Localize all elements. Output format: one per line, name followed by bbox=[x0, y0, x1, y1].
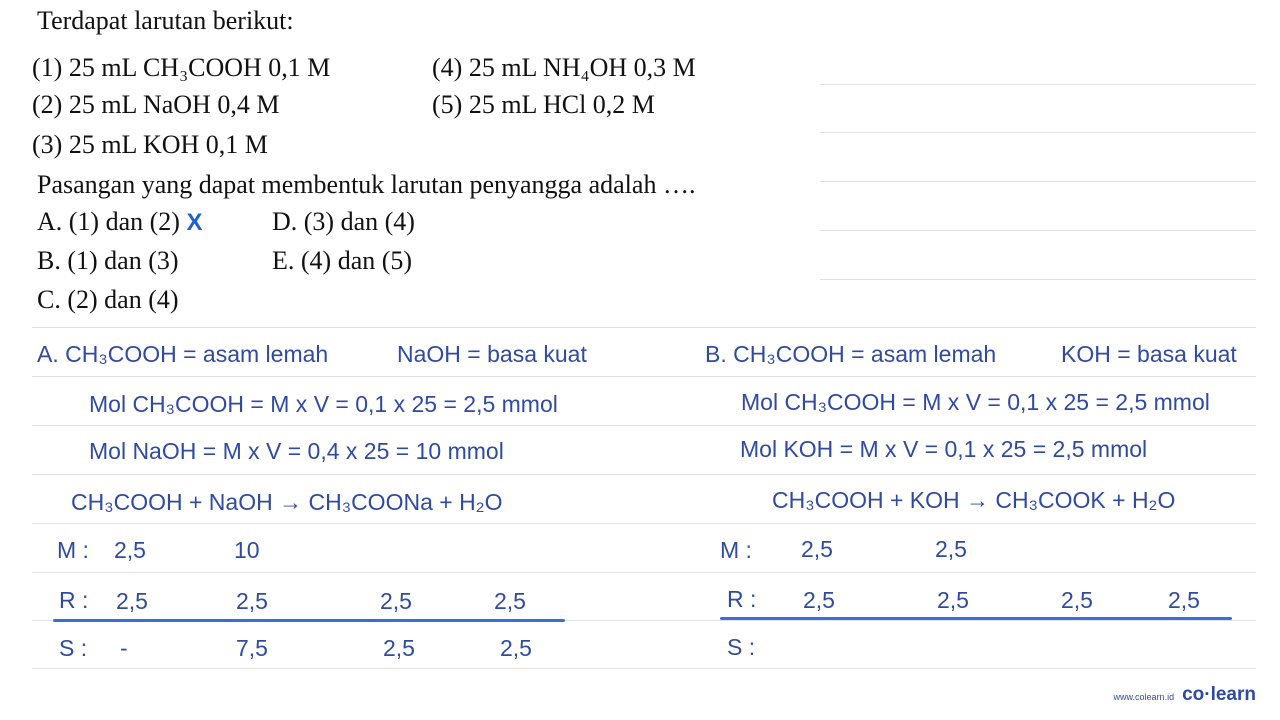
left-r-label: R : bbox=[59, 587, 89, 613]
brand-watermark bbox=[1114, 684, 1256, 706]
rule-line bbox=[820, 279, 1256, 280]
rule-line bbox=[32, 474, 1256, 475]
question-intro: Terdapat larutan berikut: bbox=[37, 6, 294, 35]
option-d: D. (3) dan (4) bbox=[272, 207, 415, 236]
right-reaction: CH₃COOH + KOH → CH₃COOK + H₂O bbox=[772, 487, 1176, 513]
wrong-mark: X bbox=[186, 209, 203, 236]
right-underline bbox=[720, 617, 1232, 620]
solution-5: (5) 25 mL HCl 0,2 M bbox=[432, 90, 655, 119]
rule-line bbox=[820, 132, 1256, 133]
left-heading-acid: A. CH₃COOH = asam lemah bbox=[37, 341, 329, 367]
question-prompt: Pasangan yang dapat membentuk larutan penyangga adalah …. bbox=[37, 170, 696, 199]
rule-line bbox=[32, 523, 1256, 524]
brand-logo: co·learn bbox=[1182, 684, 1256, 705]
left-mol-acid: Mol CH₃COOH = M x V = 0,1 x 25 = 2,5 mmol bbox=[89, 391, 558, 417]
left-s-value: - bbox=[120, 635, 128, 661]
right-m-label: M : bbox=[720, 537, 752, 563]
left-s-label: S : bbox=[59, 635, 88, 661]
left-reaction: CH₃COOH + NaOH → CH₃COONa + H₂O bbox=[71, 489, 503, 515]
option-a bbox=[37, 207, 202, 237]
right-mol-acid: Mol CH₃COOH = M x V = 0,1 x 25 = 2,5 mmol bbox=[741, 389, 1210, 415]
left-s-value: 2,5 bbox=[500, 635, 532, 661]
option-a-label: A. (1) dan (2) bbox=[37, 207, 180, 236]
left-heading-base: NaOH = basa kuat bbox=[397, 341, 587, 367]
left-r-value: 2,5 bbox=[236, 588, 268, 614]
right-heading-base: KOH = basa kuat bbox=[1061, 341, 1237, 367]
right-m-value: 2,5 bbox=[801, 536, 833, 562]
right-r-label: R : bbox=[727, 586, 757, 612]
rule-line bbox=[32, 376, 1256, 377]
left-m-label: M : bbox=[57, 537, 89, 563]
rule-line bbox=[820, 230, 1256, 231]
left-m-value: 10 bbox=[234, 537, 260, 563]
brand-url: www.colearn.id bbox=[1113, 692, 1175, 702]
right-r-value: 2,5 bbox=[1061, 587, 1093, 613]
left-r-value: 2,5 bbox=[380, 588, 412, 614]
rule-line bbox=[32, 668, 1256, 669]
right-mol-base: Mol KOH = M x V = 0,1 x 25 = 2,5 mmol bbox=[740, 436, 1148, 462]
rule-line bbox=[820, 181, 1256, 182]
left-mol-base: Mol NaOH = M x V = 0,4 x 25 = 10 mmol bbox=[89, 438, 504, 464]
right-r-value: 2,5 bbox=[803, 587, 835, 613]
left-r-value: 2,5 bbox=[494, 588, 526, 614]
left-s-value: 7,5 bbox=[236, 635, 268, 661]
option-b: B. (1) dan (3) bbox=[37, 246, 179, 275]
rule-line bbox=[820, 84, 1256, 85]
solution-2: (2) 25 mL NaOH 0,4 M bbox=[32, 90, 280, 119]
left-s-value: 2,5 bbox=[383, 635, 415, 661]
rule-line bbox=[32, 572, 1256, 573]
solution-1: (1) 25 mL CH₃COOH 0,1 M bbox=[32, 53, 331, 82]
right-r-value: 2,5 bbox=[937, 587, 969, 613]
option-e: E. (4) dan (5) bbox=[272, 246, 413, 275]
rule-line bbox=[32, 425, 1256, 426]
left-m-value: 2,5 bbox=[114, 537, 146, 563]
right-heading-acid: B. CH₃COOH = asam lemah bbox=[705, 341, 997, 367]
left-r-value: 2,5 bbox=[116, 588, 148, 614]
right-m-value: 2,5 bbox=[935, 536, 967, 562]
solution-3: (3) 25 mL KOH 0,1 M bbox=[32, 130, 268, 159]
rule-line bbox=[32, 327, 1256, 328]
right-r-value: 2,5 bbox=[1168, 587, 1200, 613]
right-s-label: S : bbox=[727, 634, 756, 660]
option-c: C. (2) dan (4) bbox=[37, 285, 179, 314]
solution-4: (4) 25 mL NH₄OH 0,3 M bbox=[432, 53, 696, 82]
left-underline bbox=[53, 619, 565, 622]
